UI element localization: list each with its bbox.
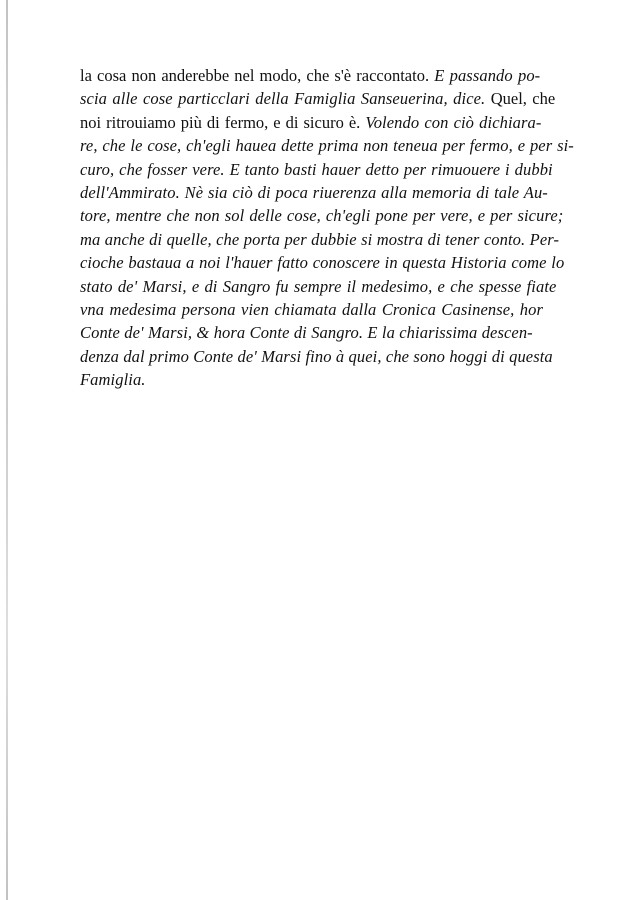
text-line <box>80 321 570 344</box>
text-segment-italic: E passando po- <box>434 66 541 85</box>
text-segment-italic: scia alle cose particclari della Famiglia Sanseuerina, dice. <box>80 89 491 109</box>
text-line <box>80 181 570 204</box>
text-segment-italic: Conte de' Marsi, & hora Conte di Sangro. E la chiarissima descen- <box>80 323 533 343</box>
text-line <box>80 251 570 274</box>
text-segment-roman: noi ritrouiamo più di fermo, e di sicuro è. <box>80 112 366 132</box>
text-line <box>80 134 574 157</box>
text-line <box>80 111 570 134</box>
text-segment-italic: tore, mentre che non sol delle cose, ch'egli pone per vere, e per sicure; <box>80 206 564 226</box>
text-segment-italic: vna medesima persona vien chiamata dalla Cronica Casinense, hor <box>80 300 544 320</box>
text-segment-italic: Famiglia. <box>80 370 146 390</box>
text-line <box>80 298 570 321</box>
text-line <box>80 368 570 391</box>
text-line <box>80 64 570 87</box>
text-line <box>80 87 570 110</box>
text-line <box>80 204 570 227</box>
text-segment-italic: dell'Ammirato. Nè sia ciò di poca riuerenza alla memoria di tale Au- <box>80 183 548 203</box>
text-segment-italic: re, che le cose, ch'egli hauea dette prima non teneua per fermo, e per si- <box>80 136 574 156</box>
text-line <box>80 275 570 298</box>
text-segment-italic: denza dal primo Conte de' Marsi fino à quei, che sono hoggi di questa <box>80 346 553 366</box>
text-line <box>80 345 570 368</box>
text-segment-roman: la cosa non anderebbe nel modo, che s'è raccontato. <box>80 66 435 85</box>
text-segment-italic: Volendo con ciò dichiara- <box>365 112 542 132</box>
text-segment-italic: cioche bastaua a noi l'hauer fatto conoscere in questa Historia come lo <box>80 253 565 273</box>
text-segment-italic: ma anche di quelle, che porta per dubbie si mostra di tener conto. Per- <box>80 229 560 249</box>
text-line <box>80 158 570 181</box>
text-segment-roman: Quel, che <box>490 89 556 109</box>
text-segment-italic: stato de' Marsi, e di Sangro fu sempre il medesimo, e che spesse fiate <box>80 276 557 296</box>
text-segment-italic: curo, che fosser vere. E tanto basti hauer detto per rimuouere i dubbi <box>80 159 553 179</box>
page-gutter-edge <box>6 0 8 900</box>
body-text <box>80 64 574 392</box>
text-line <box>80 228 570 251</box>
